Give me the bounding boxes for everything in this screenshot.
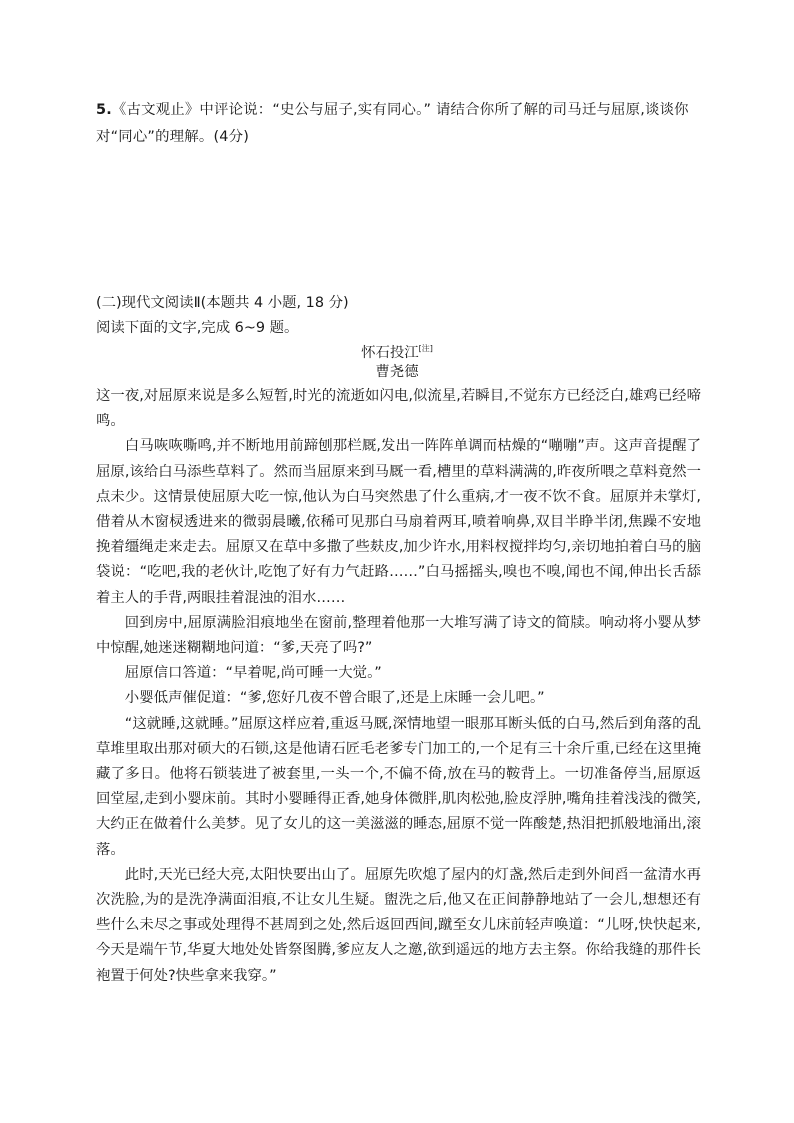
paragraph: “这就睡,这就睡。”屈原这样应着,重返马厩,深情地望一眼那耳断头低的白马,然后到角落的乱草堆里取出那对硕大的石锁,这是他请石匠毛老爹专门加工的,一个足有三十余斤重,已经在这里掩藏了多日。他将石锁装进了被套里,一头一个,不偏不倚,放在马的鞍背上。一切准备停当,屈原返回堂屋,走到小婴床前。其时小婴睡得正香,她身体微胖,肌肉松弛,脸皮浮肿,嘴角挂着浅浅的微笑,大约正在做着什么美梦。见了女儿的这一美滋滋的睡态,屈原不觉一阵酸楚,热泪把抓般地涌出,滚落。 [96,715,701,858]
paragraph: 回到房中,屈原满脸泪痕地坐在窗前,整理着他那一大堆写满了诗文的简牍。响动将小婴从梦中惊醒,她迷迷糊糊地问道：“爹,天亮了吗?” [96,614,701,657]
paragraph: 这一夜,对屈原来说是多么短暂,时光的流逝如闪电,似流星,若瞬目,不觉东方已经泛白,雄鸡已经啼鸣。 [96,388,701,430]
article-title [0,338,794,364]
section-heading: (二)现代文阅读Ⅱ(本题共 4 小题, 18 分) [96,295,349,311]
section-header [96,291,706,341]
question-5 [96,97,706,151]
article-title-text: 怀石投江 [361,344,419,361]
question-number: 5. [96,102,112,118]
paragraph: 小婴低声催促道：“爹,您好几夜不曾合眼了,还是上床睡一会儿吧。” [124,690,545,707]
question-text: 《古文观止》中评论说：“史公与屈子,实有同心。” 请结合你所了解的司马迁与屈原,谈谈你对“同心”的理解。(4分) [96,102,689,145]
article-author: 曹尧德 [375,364,419,380]
article-body [96,384,701,989]
paragraph: 屈原信口答道：“早着呢,尚可睡一大觉。” [124,665,382,682]
title-footnote-marker: [注] [418,344,433,353]
paragraph: 白马咴咴嘶鸣,并不断地用前蹄刨那栏厩,发出一阵阵单调而枯燥的“嘣嘣”声。这声音提醒了屈原,该给白马添些草料了。然而当屈原来到马厩一看,槽里的草料满满的,昨夜所喂之草料竟然一点未少。这情景使屈原大吃一惊,他认为白马突然患了什么重病,才一夜不饮不食。屈原并未掌灯,借着从木窗棂透进来的微弱晨曦,依稀可见那白马扇着两耳,喷着响鼻,双目半睁半闭,焦躁不安地挽着缰绳走来走去。屈原又在草中多撒了些麸皮,加少许水,用料杈搅拌均匀,亲切地拍着白马的脑袋说：“吃吧,我的老伙计,吃饱了好有力气赶路……”白马摇摇头,嗅也不嗅,闻也不闻,伸出长舌舔着主人的手背,两眼挂着混浊的泪水…… [96,438,701,606]
section-instruction: 阅读下面的文字,完成 6~9 题。 [96,320,299,336]
paragraph: 此时,天光已经大亮,太阳快要出山了。屈原先吹熄了屋内的灯盏,然后走到外间舀一盆清水再次洗脸,为的是洗净满面泪痕,不让女儿生疑。盥洗之后,他又在正间静静地站了一会儿,想想还有些什么未尽之事或处理得不甚周到之处,然后返回西间,蹴至女儿床前轻声唤道：“儿呀,快快起来,今天是端午节,华夏大地处处皆祭图腾,爹应友人之邀,欲到遥远的地方去主祭。你给我缝的那件长袍置于何处?快些拿来我穿。” [96,866,701,984]
